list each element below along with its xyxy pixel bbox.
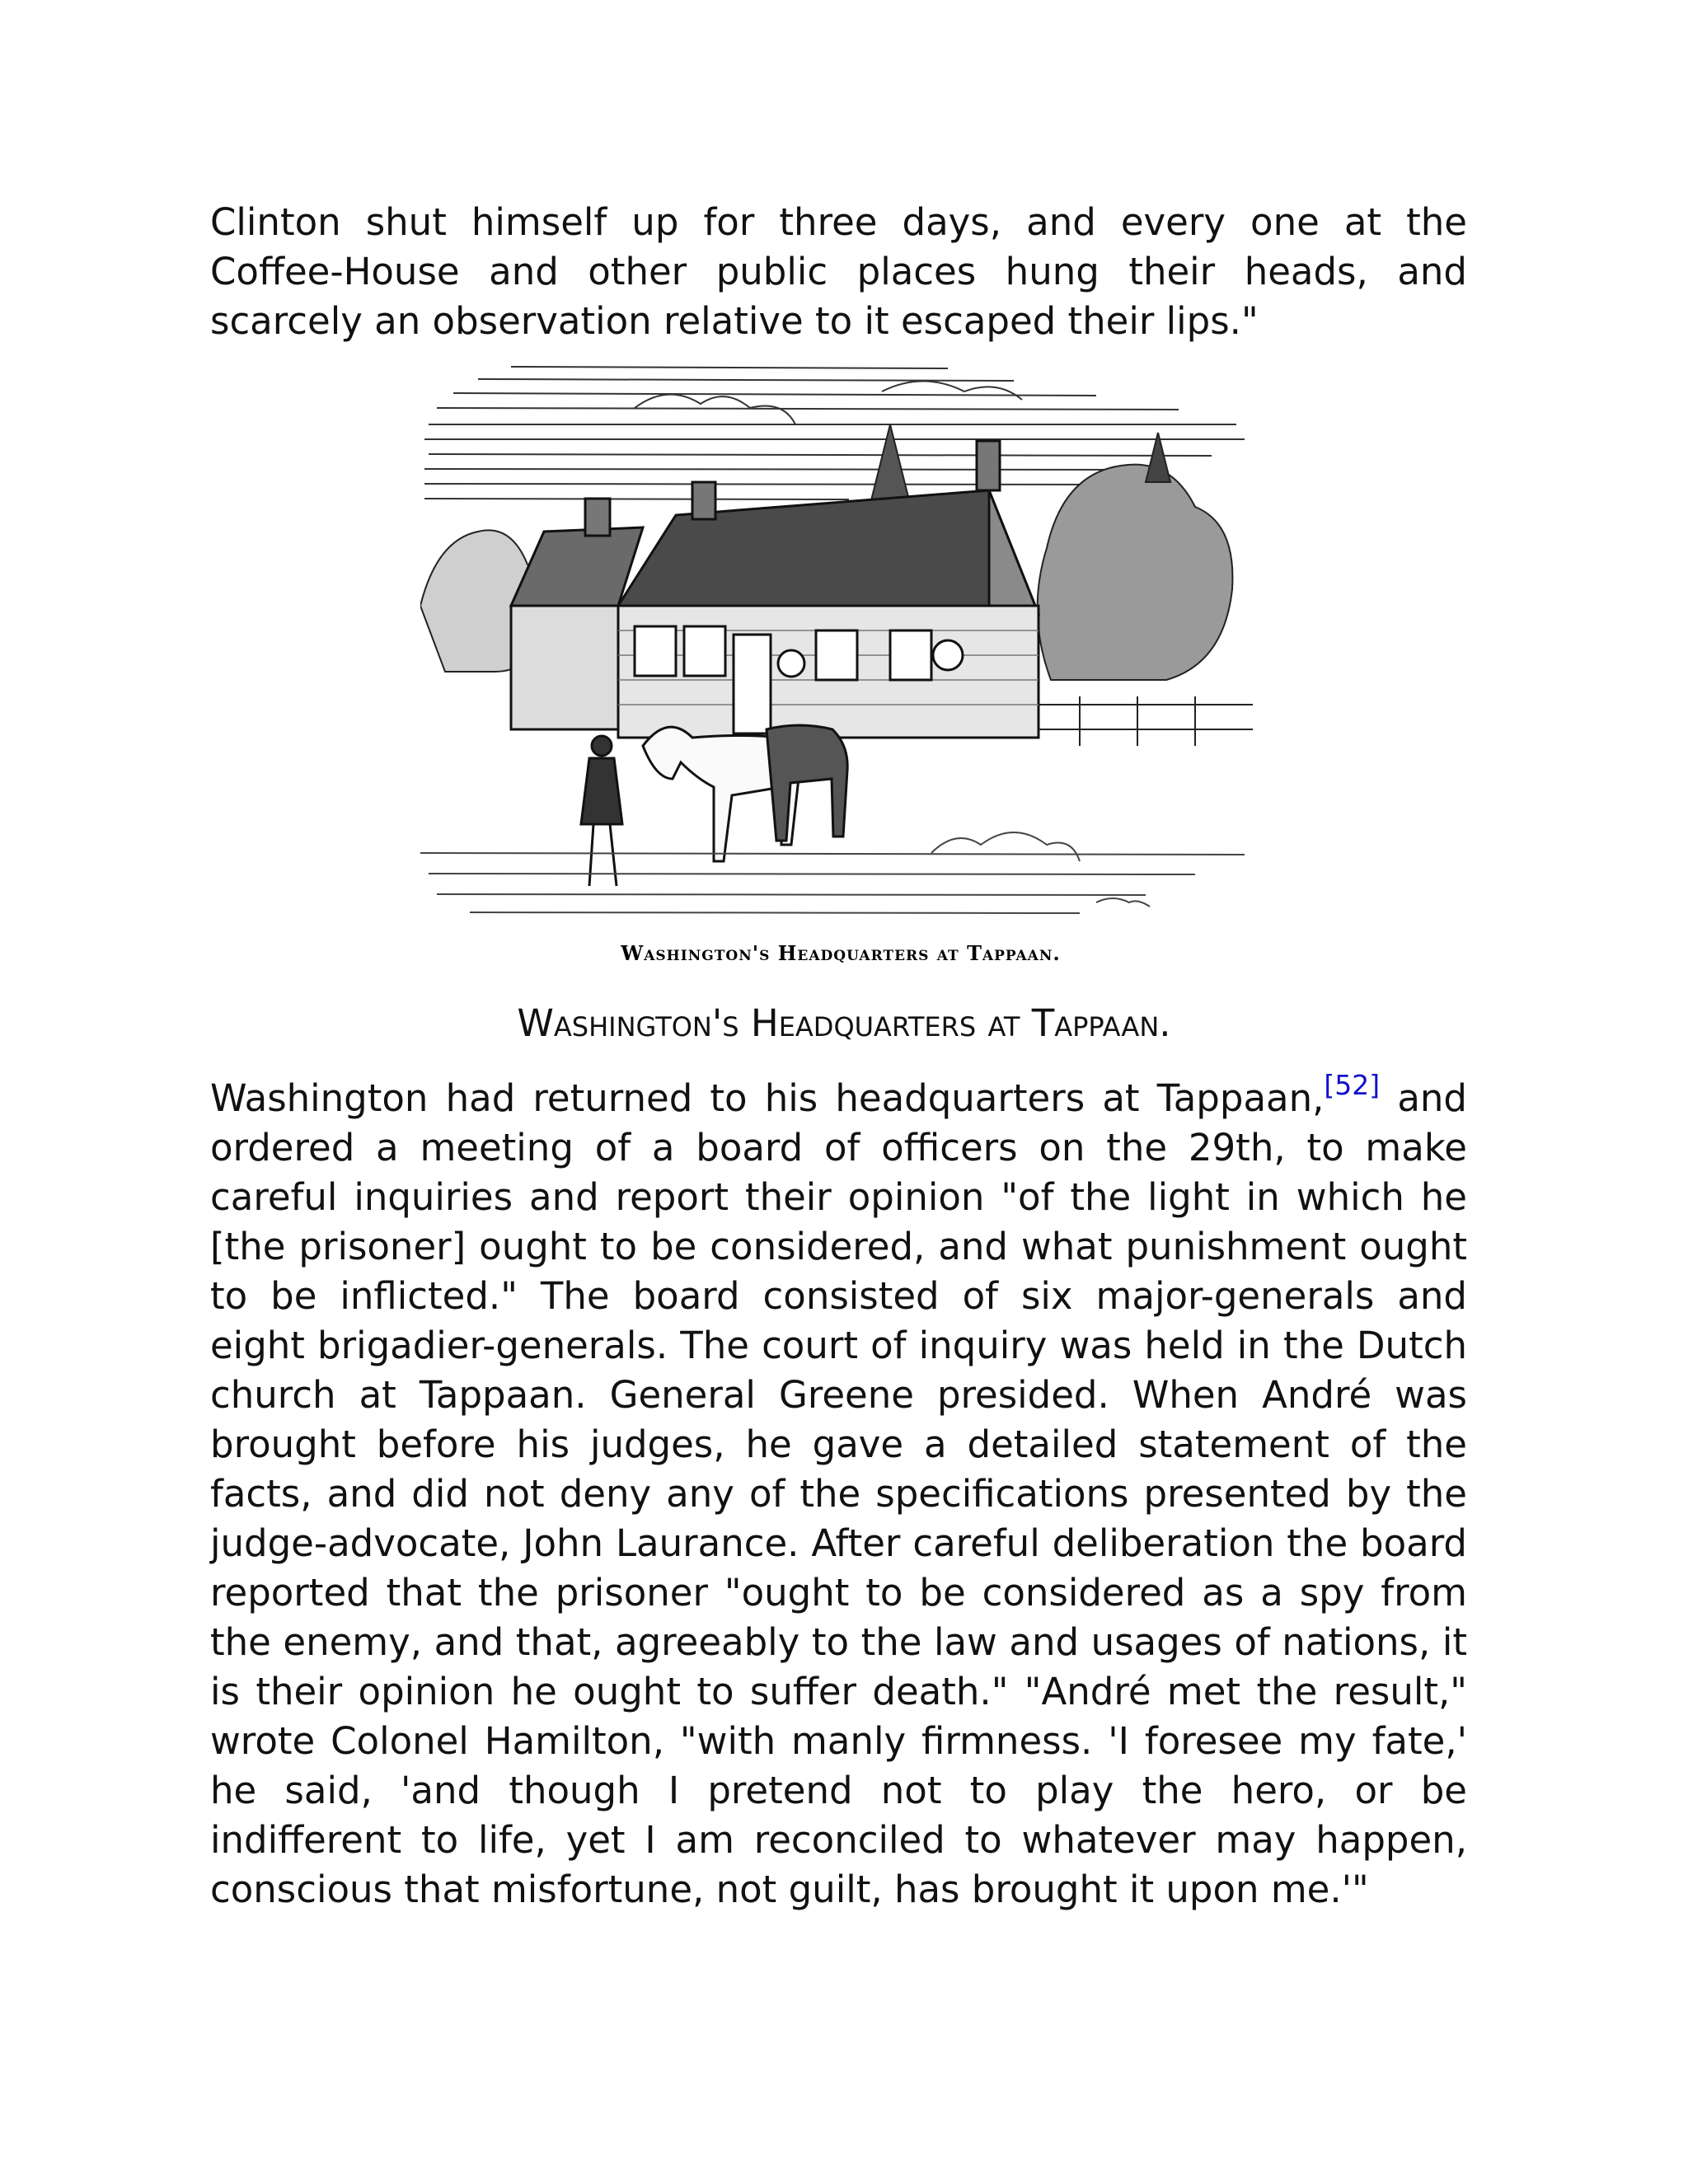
paragraph-main-start: Washington had returned to his headquarters at Tappaan,	[210, 1076, 1325, 1120]
paragraph-main-rest: and ordered a meeting of a board of officers on the 29th, to make careful inquiries and report their opinion "of the light in which he [the prisoner] ought to be considered, and what punishment ought to be inflicted." The board consisted of six major-generals and eight brigadier-generals. The court of inquiry was held in the Dutch church at Tappaan. General Greene presided. When André was brought before his judges, he gave a detailed statement of the facts, and did not deny any of the specifications presented by the judge-advocate, John Laurance. After careful deliberation the board reported that the prisoner "ought to be considered as a spy from the enemy, and that, agreeably to the law and usages of nations, it is their opinion he ought to suffer death." "André met the result," wrote Colonel Hamilton, "with manly firmness. 'I foresee my fate,' he said, 'and though I pretend not to play the hero, or be indifferent to life, yet I am reconciled to whatever may happen, conscious that misfortune, not guilt, has brought it upon me.'"	[210, 1076, 1467, 1911]
footnote-52-link[interactable]: [52]	[1324, 1069, 1381, 1101]
engraved-caption: Washington's Headquarters at Tappaan.	[621, 941, 1061, 965]
paragraph-intro: Clinton shut himself up for three days, and every one at the Coffee-House and other public places hung their heads, and scarcely an observation relative to it escaped their lips."	[210, 200, 1467, 343]
paragraph-main	[210, 1069, 1467, 1915]
headquarters-engraving	[420, 359, 1261, 968]
figure-caption: Washington's Headquarters at Tappaan.	[517, 1001, 1171, 1045]
